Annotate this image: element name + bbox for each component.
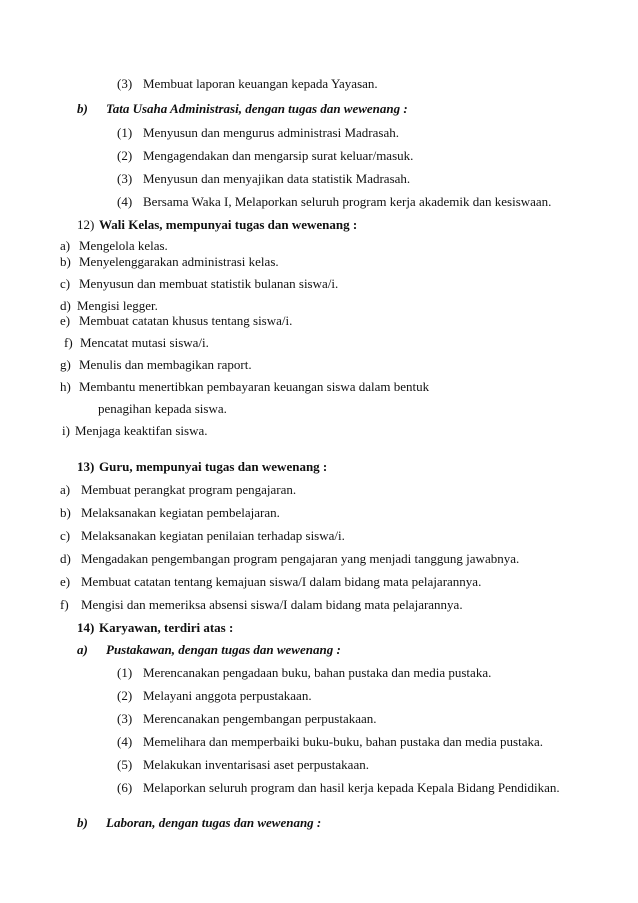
item-text: Wali Kelas, mempunyai tugas dan wewenang : [99,217,358,232]
item-label: b) [60,505,71,520]
item-label: b) [77,101,88,116]
section-heading [77,101,408,117]
item-text: Melaksanakan kegiatan penilaian terhadap siswa/i. [81,528,345,543]
item-label: (4) [117,734,133,749]
item-text: Memelihara dan memperbaiki buku-buku, bahan pustaka dan media pustaka. [143,734,543,749]
item-text: Membantu menertibkan pembayaran keuangan siswa dalam bentuk [79,379,430,394]
list-item [117,734,543,750]
item-label: b) [60,254,71,269]
item-text: Tata Usaha Administrasi, dengan tugas dan wewenang : [106,101,408,116]
item-label: d) [60,298,71,313]
item-text: Menyusun dan membuat statistik bulanan siswa/i. [79,276,339,291]
list-item [60,254,279,270]
item-text: Membuat perangkat program pengajaran. [81,482,297,497]
item-label: (4) [117,194,133,209]
item-label: a) [77,642,88,657]
list-item [117,148,413,164]
list-item [60,379,429,395]
list-item-continuation [98,401,227,417]
item-text: Pustakawan, dengan tugas dan wewenang : [106,642,341,657]
list-item [60,313,292,329]
item-label: f) [64,335,73,350]
item-label: c) [60,276,71,291]
item-label: (3) [117,76,133,91]
section-heading [77,459,327,475]
item-label: (2) [117,148,133,163]
item-text: Mengisi dan memeriksa absensi siswa/I dalam bidang mata pelajarannya. [81,597,463,612]
item-label: c) [60,528,71,543]
item-text: Mencatat mutasi siswa/i. [80,335,209,350]
list-item [117,665,491,681]
item-label: (3) [117,171,133,186]
list-item [60,276,338,292]
list-item [60,597,463,613]
list-item [117,171,410,187]
list-item [60,505,280,521]
list-item [60,574,481,590]
list-item [60,551,519,567]
item-text: Menyusun dan menyajikan data statistik Madrasah. [143,171,411,186]
list-item [64,335,209,351]
list-item [117,194,551,210]
list-item [60,482,296,498]
item-label: (5) [117,757,133,772]
item-label: e) [60,313,71,328]
item-label: d) [60,551,71,566]
item-label: a) [60,238,71,253]
list-item [117,780,560,796]
item-label: (6) [117,780,133,795]
item-label: g) [60,357,71,372]
item-label: (1) [117,125,133,140]
section-heading [77,620,233,636]
item-text: Menulis dan membagikan raport. [79,357,252,372]
item-text: Bersama Waka I, Melaporkan seluruh program kerja akademik dan kesiswaan. [143,194,552,209]
item-text: Membuat laporan keuangan kepada Yayasan. [143,76,378,91]
item-text: Menyelenggarakan administrasi kelas. [79,254,279,269]
item-text: Guru, mempunyai tugas dan wewenang : [99,459,328,474]
list-item [117,757,369,773]
list-item [60,357,252,373]
item-text: Karyawan, terdiri atas : [99,620,234,635]
item-label: f) [60,597,69,612]
section-heading [77,642,341,658]
item-text: Mengadakan pengembangan program pengajaran yang menjadi tanggung jawabnya. [81,551,520,566]
item-text: Merencanakan pengembangan perpustakaan. [143,711,377,726]
item-label: e) [60,574,71,589]
item-label: b) [77,815,88,830]
item-text: Melaporkan seluruh program dan hasil kerja kepada Kepala Bidang Pendidikan. [143,780,560,795]
item-text: Merencanakan pengadaan buku, bahan pustaka dan media pustaka. [143,665,492,680]
list-item [62,423,207,439]
section-heading [77,217,357,233]
list-item [60,238,168,254]
item-label: (1) [117,665,133,680]
item-text: Mengelola kelas. [79,238,168,253]
list-item [117,688,312,704]
item-label: (3) [117,711,133,726]
item-text: Membuat catatan tentang kemajuan siswa/I dalam bidang mata pelajarannya. [81,574,482,589]
item-label: 12) [77,217,95,232]
item-label: a) [60,482,71,497]
item-text: Menyusun dan mengurus administrasi Madrasah. [143,125,399,140]
list-item [60,528,345,544]
list-item [117,76,378,92]
item-text: Membuat catatan khusus tentang siswa/i. [79,313,293,328]
section-heading [77,815,321,831]
item-label: i) [62,423,70,438]
item-text: Melaksanakan kegiatan pembelajaran. [81,505,280,520]
item-text: Mengisi legger. [77,298,158,313]
item-text: penagihan kepada siswa. [98,401,227,416]
list-item [60,298,158,314]
item-label: 13) [77,459,95,474]
item-label: (2) [117,688,133,703]
item-text: Mengagendakan dan mengarsip surat keluar/masuk. [143,148,414,163]
item-text: Melayani anggota perpustakaan. [143,688,312,703]
item-text: Melakukan inventarisasi aset perpustakaan. [143,757,369,772]
item-label: 14) [77,620,95,635]
item-label: h) [60,379,71,394]
item-text: Menjaga keaktifan siswa. [75,423,208,438]
list-item [117,711,377,727]
list-item [117,125,399,141]
item-text: Laboran, dengan tugas dan wewenang : [106,815,322,830]
